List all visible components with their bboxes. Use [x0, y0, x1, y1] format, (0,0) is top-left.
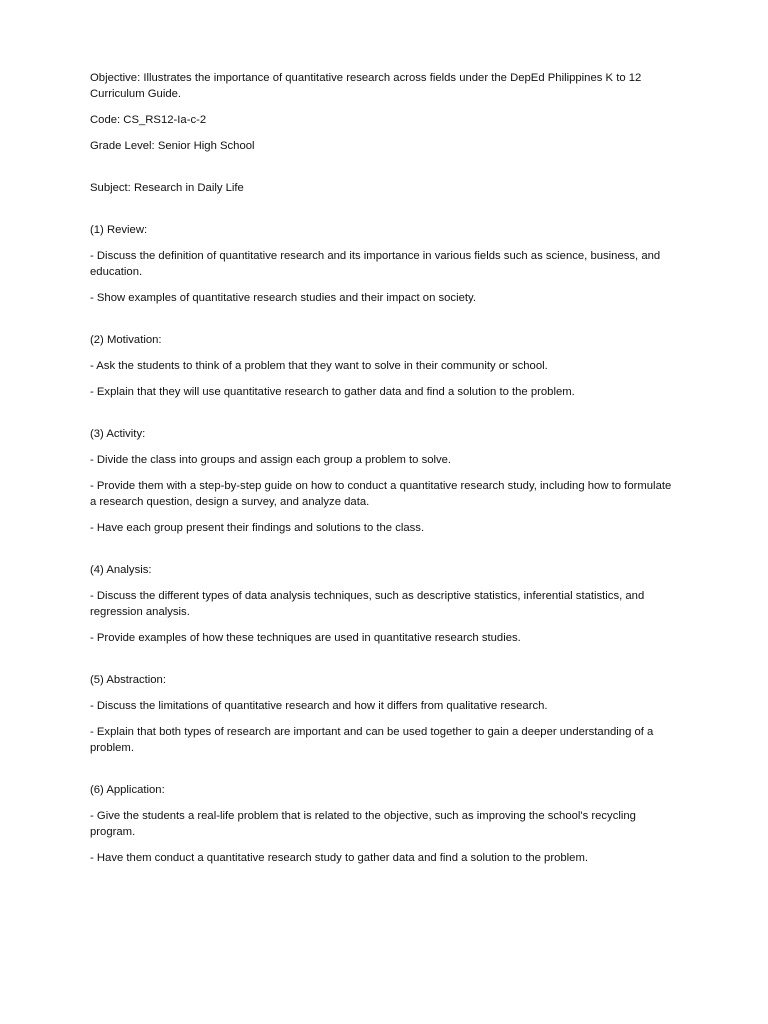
section-title: (3) Activity:: [90, 428, 146, 440]
section-title: (4) Analysis:: [90, 564, 152, 576]
section-title: (2) Motivation:: [90, 334, 162, 346]
grade-level-text: Grade Level: Senior High School: [90, 140, 255, 152]
list-item: - Provide them with a step-by-step guide on how to conduct a quantitative research study, including how to formulate a research question, design a survey, and analyze data.: [90, 480, 672, 508]
section-application: [90, 782, 680, 866]
list-item: - Show examples of quantitative research studies and their impact on society.: [90, 292, 476, 304]
section-title: (6) Application:: [90, 784, 165, 796]
list-item: - Explain that they will use quantitative research to gather data and find a solution to the problem.: [90, 386, 575, 398]
subject-text: Subject: Research in Daily Life: [90, 182, 244, 194]
list-item: - Ask the students to think of a problem that they want to solve in their community or school.: [90, 360, 548, 372]
section-title: (5) Abstraction:: [90, 674, 166, 686]
section-motivation: [90, 332, 680, 400]
list-item: - Provide examples of how these techniques are used in quantitative research studies.: [90, 632, 521, 644]
list-item: - Have each group present their findings and solutions to the class.: [90, 522, 425, 534]
objective-text: Objective: Illustrates the importance of quantitative research across fields under the DepEd Philippines K to 12 Curriculum Guide.: [90, 72, 642, 100]
list-item: - Have them conduct a quantitative research study to gather data and find a solution to the problem.: [90, 852, 588, 864]
section-title: (1) Review:: [90, 224, 148, 236]
list-item: - Discuss the different types of data analysis techniques, such as descriptive statistics, inferential statistics, and regression analysis.: [90, 590, 645, 618]
list-item: - Discuss the limitations of quantitative research and how it differs from qualitative research.: [90, 700, 548, 712]
list-item: - Discuss the definition of quantitative research and its importance in various fields such as science, business, and education.: [90, 250, 661, 278]
section-review: [90, 222, 680, 306]
section-abstraction: [90, 672, 680, 756]
list-item: - Give the students a real-life problem that is related to the objective, such as improving the school's recycling program.: [90, 810, 636, 838]
code-text: Code: CS_RS12-Ia-c-2: [90, 114, 207, 126]
list-item: - Divide the class into groups and assign each group a problem to solve.: [90, 454, 452, 466]
list-item: - Explain that both types of research are important and can be used together to gain a deeper understanding of a problem.: [90, 726, 654, 754]
section-analysis: [90, 562, 680, 646]
document-page: [90, 70, 680, 876]
section-activity: [90, 426, 680, 536]
